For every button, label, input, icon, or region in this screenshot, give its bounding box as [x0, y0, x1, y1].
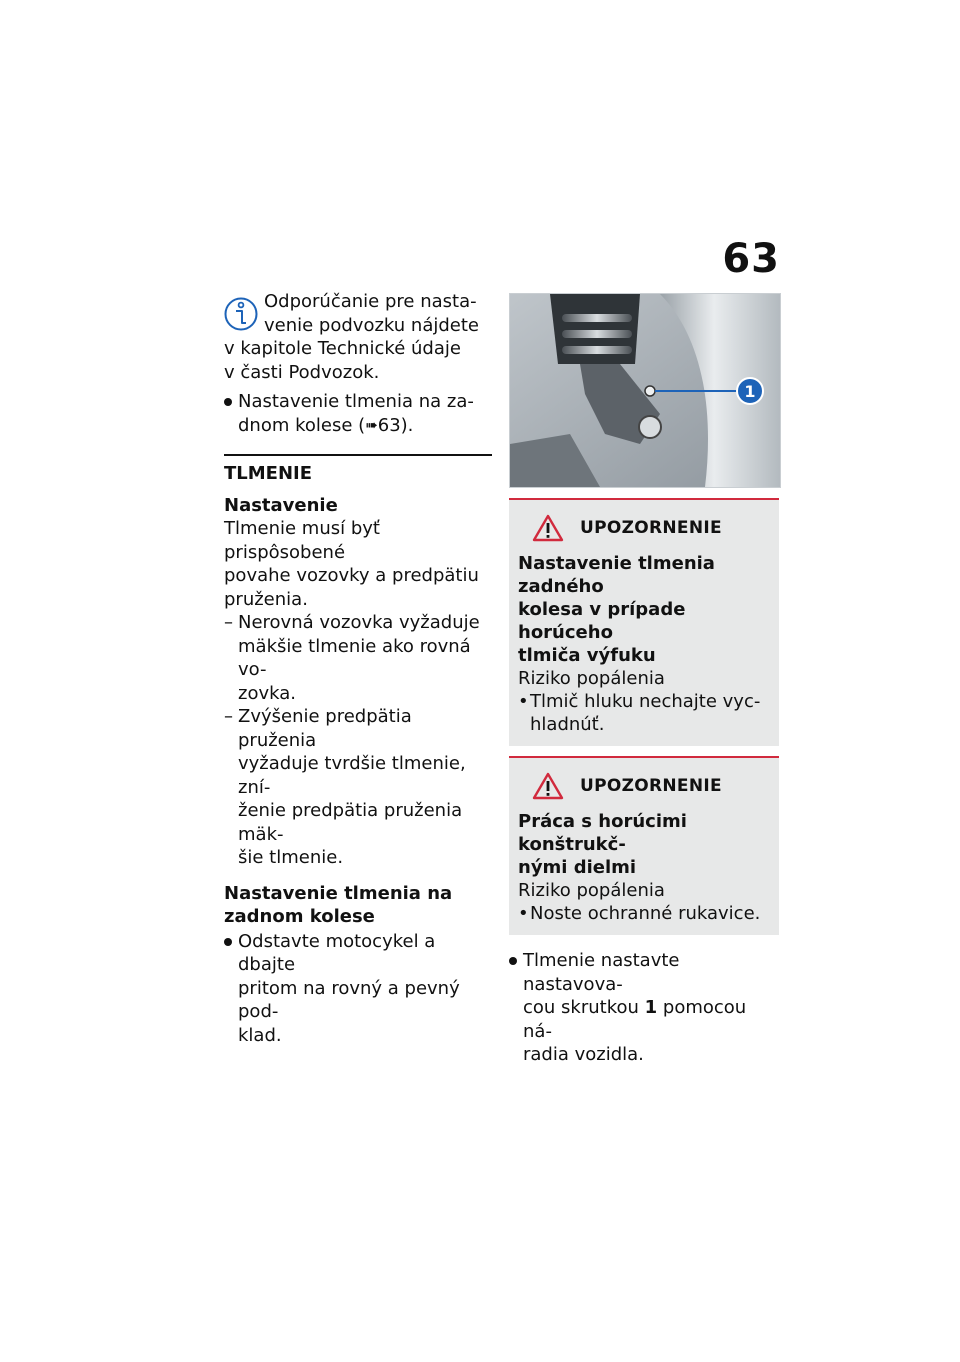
- info-line: venie podvozku nájdete: [264, 314, 479, 336]
- bullet-dot: [509, 957, 517, 965]
- dash-line: zovka.: [238, 682, 296, 704]
- shock-absorber-photo: [509, 293, 781, 488]
- warning-header: [532, 772, 770, 800]
- warning-heading-line: Nastavenie tlmenia zadného: [518, 553, 715, 597]
- bullet-line: Tlmenie nastavte nastavova-: [523, 950, 680, 995]
- bullet-item: [224, 390, 492, 437]
- warning-triangle-icon: [532, 772, 564, 800]
- info-line: Odporúčanie pre nasta-: [264, 291, 477, 312]
- warning-heading-line: kolesa v prípade horúceho: [518, 599, 686, 643]
- bullet-line: klad.: [238, 1024, 282, 1046]
- paragraph-line: pruženia.: [224, 588, 308, 610]
- warning-title: UPOZORNENIE: [580, 776, 722, 796]
- pivot-bolt: [639, 416, 661, 438]
- warning-risk: Riziko popálenia: [518, 880, 665, 901]
- bullet-dot: [224, 398, 232, 406]
- warning-risk: Riziko popálenia: [518, 668, 665, 689]
- bullet-line: Odstavte motocykel a dbajte: [238, 930, 436, 975]
- dash-item: [224, 611, 492, 705]
- dash-marker: –: [224, 706, 233, 727]
- warning-bullet-marker: •: [518, 691, 529, 712]
- warning-heading-line: Práca s horúcimi konštrukč-: [518, 811, 687, 855]
- bullet-line: Nastavenie tlmenia na za-: [238, 391, 474, 412]
- bullet-dot: [224, 938, 232, 946]
- info-note: [224, 290, 492, 337]
- left-column: [224, 290, 492, 1047]
- bullet-text: dnom kolese (: [238, 414, 366, 436]
- dash-item: [224, 705, 492, 870]
- page-reference-arrow-icon[interactable]: ➠: [365, 415, 378, 434]
- subsection-title-line: Nastavenie tlmenia na: [224, 882, 453, 904]
- right-column: [509, 293, 779, 1067]
- warning-bullet-marker: •: [518, 903, 529, 924]
- warning-bullet-line: Noste ochranné rukavice.: [530, 903, 761, 924]
- bullet-text: cou skrutkou: [523, 997, 645, 1018]
- callout-number: 1: [744, 382, 756, 401]
- dash-line: vyžaduje tvrdšie tlmenie, zní-: [238, 753, 466, 798]
- dash-line: šie tlmenie.: [238, 847, 344, 868]
- paragraph-line: povahe vozovky a predpätiu: [224, 565, 479, 586]
- section-divider: [224, 454, 492, 456]
- bullet-text: pomocou ná-: [523, 997, 747, 1042]
- warning-bullet: [518, 902, 770, 925]
- info-line: v časti Podvozok.: [224, 361, 380, 383]
- warning-bullet-line: Tlmič hluku nechajte vyc-: [530, 691, 761, 712]
- warning-heading-line: tlmiča výfuku: [518, 645, 656, 666]
- warning-title: UPOZORNENIE: [580, 518, 722, 538]
- warning-heading-line: nými dielmi: [518, 857, 637, 878]
- subsection-title: [224, 882, 492, 928]
- warning-header: [532, 514, 770, 542]
- bullet-item: [224, 930, 492, 1048]
- info-icon: [224, 294, 258, 334]
- spring-coils: [562, 314, 632, 354]
- warning-box: [509, 498, 779, 746]
- warning-bullet-line: hladnúť.: [530, 714, 605, 735]
- bullet-line: [238, 414, 492, 438]
- dash-line: Nerovná vozovka vyžaduje: [238, 612, 480, 633]
- warning-box: [509, 756, 779, 935]
- section-title: TLMENIE: [224, 463, 313, 484]
- dash-marker: –: [224, 612, 233, 633]
- bullet-line: pritom na rovný a pevný pod-: [238, 977, 460, 1022]
- dash-line: mäkšie tlmenie ako rovná vo-: [238, 635, 471, 680]
- dash-line: ženie predpätia pruženia mäk-: [238, 800, 463, 845]
- adjusting-screw: [645, 386, 655, 396]
- bullet-line: radia vozidla.: [523, 1044, 644, 1065]
- bullet-item: [509, 949, 779, 1067]
- callout-reference: 1: [644, 997, 658, 1018]
- shock-absorber-illustration: [510, 294, 780, 487]
- warning-triangle-icon: [532, 514, 564, 542]
- page-reference-link[interactable]: 63).: [377, 414, 414, 436]
- warning-bullet: [518, 690, 770, 736]
- page-number: 63: [722, 236, 780, 282]
- subsection-title-line: zadnom kolese: [224, 905, 375, 927]
- dash-line: Zvýšenie predpätia pruženia: [238, 706, 412, 751]
- bullet-line: [523, 996, 779, 1043]
- subsection-title: Nastavenie: [224, 495, 338, 516]
- info-line: v kapitole Technické údaje: [224, 338, 461, 359]
- paragraph-line: Tlmenie musí byť prispôsobené: [224, 518, 380, 563]
